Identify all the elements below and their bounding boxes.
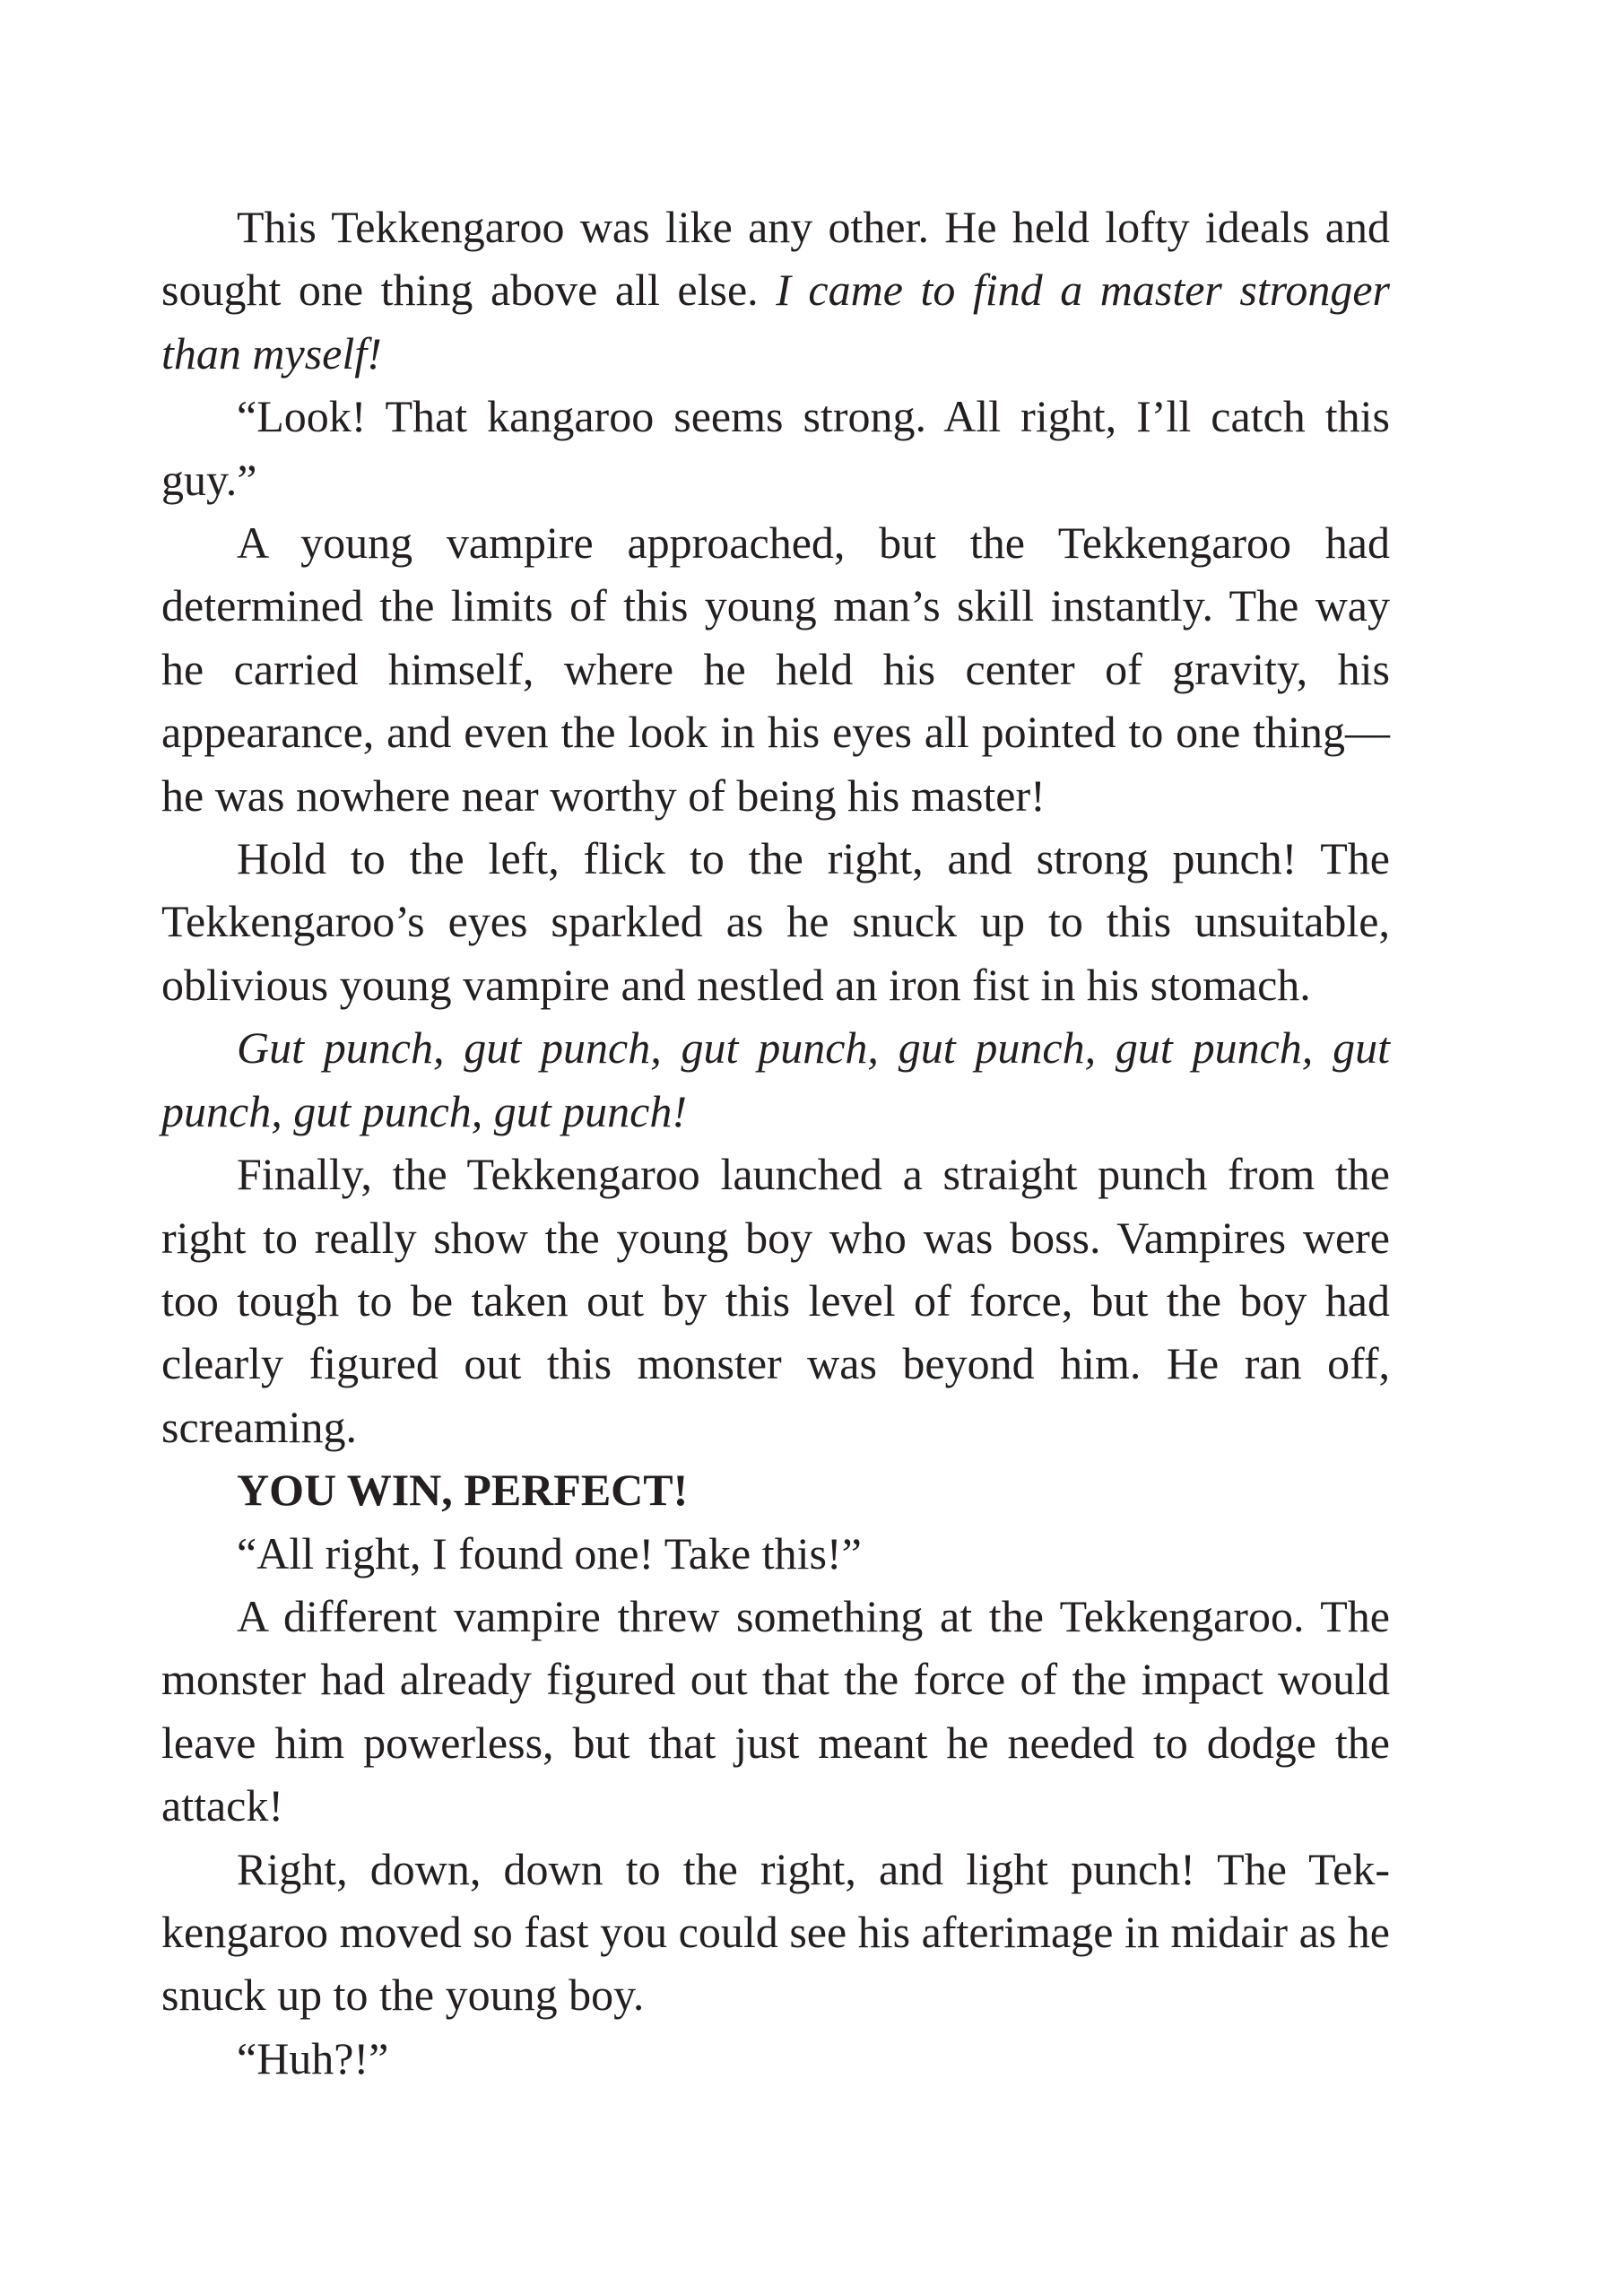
paragraph-10-text: Right, down, down to the right, and light punch! The Tekkengaroo moved so fast you could see his afterimage in midair as he snuck up to the young boy. [161, 1843, 1390, 2021]
paragraph-2-text: “Look! That kangaroo seems strong. All right, I’ll catch this guy.” [161, 391, 1390, 505]
paragraph-10 [161, 1838, 1390, 2027]
paragraph-3-text: A young vampire approached, but the Tekkengaroo had determined the limits of this young man’s skill instantly. The way he carried himself, where he held his center of gravity, his appearance, and even the look in his eyes all pointed to one thing—he was nowhere near worthy of being his master! [161, 517, 1390, 821]
paragraph-4 [161, 827, 1390, 1016]
paragraph-11-text: “Huh?!” [237, 2032, 389, 2083]
page-body [161, 196, 1390, 2090]
paragraph-8 [161, 1522, 1390, 1585]
paragraph-5-italic: Gut punch, gut punch, gut punch, gut punch, gut punch, gut punch, gut punch, gut punch! [161, 1022, 1390, 1136]
paragraph-9 [161, 1585, 1390, 1838]
paragraph-9-text: A different vampire threw something at the Tekkengaroo. The monster had already figured out that the force of the impact would leave him powerless, but that just meant he needed to dodge the attack! [161, 1590, 1390, 1831]
paragraph-1-text: This Tekkengaroo was like any other. He held lofty ideals and sought one thing above all else. [161, 202, 1390, 316]
paragraph-7 [161, 1458, 1390, 1521]
paragraph-6-text: Finally, the Tekkengaroo launched a straight punch from the right to really show the young boy who was boss. Vampires were too tough to be taken out by this level of force, but the boy had clearly figured out this monster was beyond him. He ran off, screaming. [161, 1149, 1390, 1452]
paragraph-5 [161, 1016, 1390, 1143]
paragraph-4-text: Hold to the left, flick to the right, and strong punch! The Tekkengaroo’s eyes sparkled as he snuck up to this unsuitable, oblivious young vampire and nestled an iron fist in his stomach. [161, 833, 1390, 1010]
paragraph-8-text: “All right, I found one! Take this!” [237, 1527, 862, 1578]
paragraph-2 [161, 385, 1390, 511]
paragraph-6 [161, 1143, 1390, 1458]
paragraph-1 [161, 196, 1390, 385]
paragraph-11 [161, 2027, 1390, 2090]
paragraph-1-italic: I came to find a master stronger than myself! [161, 265, 1391, 378]
paragraph-7-bold: YOU WIN, PERFECT! [237, 1465, 689, 1516]
paragraph-3 [161, 511, 1390, 827]
